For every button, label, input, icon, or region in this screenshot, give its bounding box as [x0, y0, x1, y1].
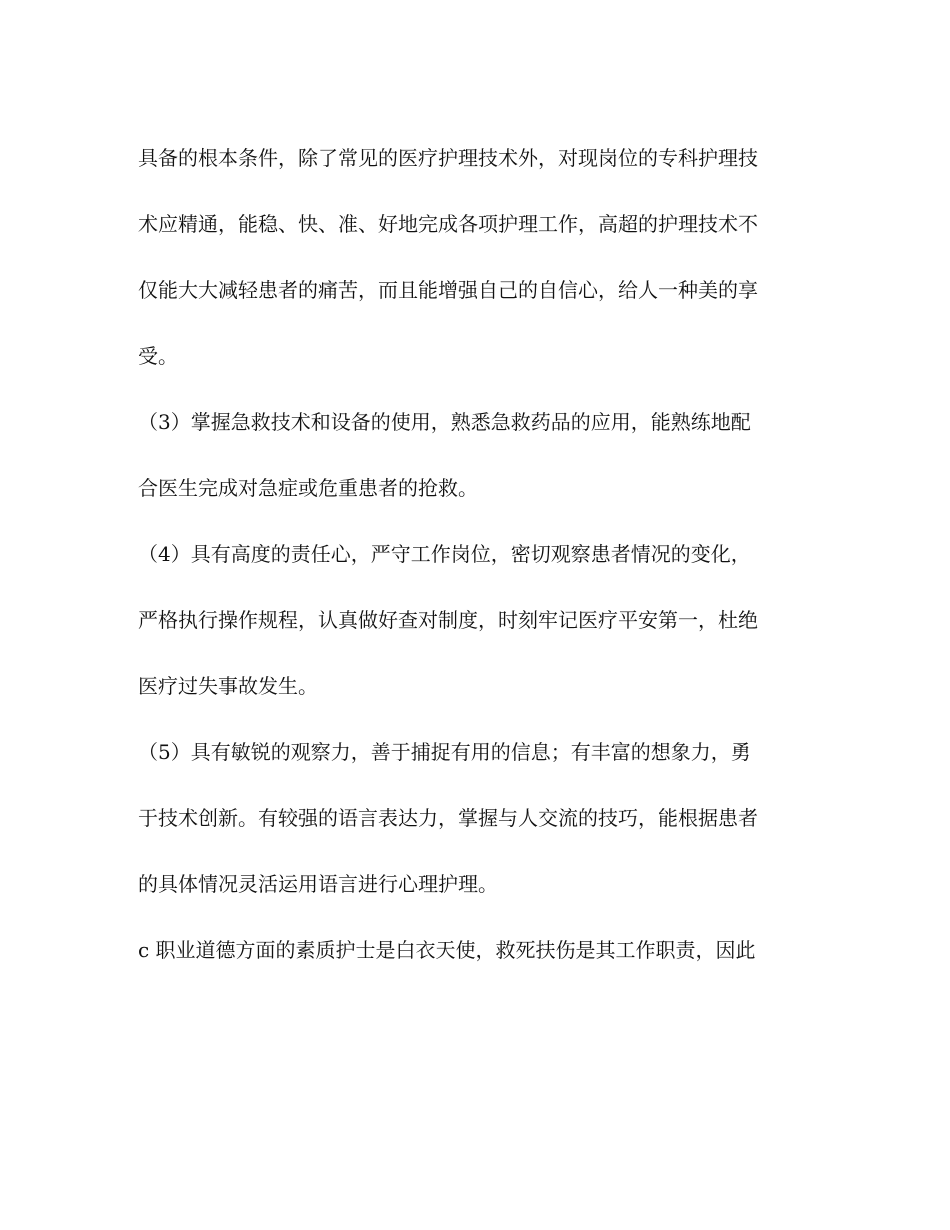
text-line: （5）具有敏锐的观察力，善于捕捉有用的信息；有丰富的想象力，勇: [138, 740, 751, 764]
text-line: 仅能大大减轻患者的痛苦，而且能增强自己的自信心，给人一种美的享: [138, 278, 758, 302]
document-body: [138, 125, 818, 983]
text-line: 医疗过失事故发生。: [138, 674, 318, 698]
text-line: c 职业道德方面的素质护士是白衣天使，救死扶伤是其工作职责，因此: [138, 938, 756, 962]
text-line: 严格执行操作规程，认真做好查对制度，时刻牢记医疗平安第一，杜绝: [138, 608, 758, 632]
text-line: 于技术创新。有较强的语言表达力，掌握与人交流的技巧，能根据患者: [138, 806, 758, 830]
text-line: 合医生完成对急症或危重患者的抢救。: [138, 476, 478, 500]
text-line: （4）具有高度的责任心，严守工作岗位，密切观察患者情况的变化，: [138, 542, 751, 566]
text-line: （3）掌握急救技术和设备的使用，熟悉急救药品的应用，能熟练地配: [138, 410, 751, 434]
text-line: 术应精通，能稳、快、准、好地完成各项护理工作，高超的护理技术不: [138, 212, 758, 236]
text-line: 的具体情况灵活运用语言进行心理护理。: [138, 872, 498, 896]
text-line: 受。: [138, 344, 178, 368]
text-line: 具备的根本条件，除了常见的医疗护理技术外，对现岗位的专科护理技: [138, 146, 758, 170]
